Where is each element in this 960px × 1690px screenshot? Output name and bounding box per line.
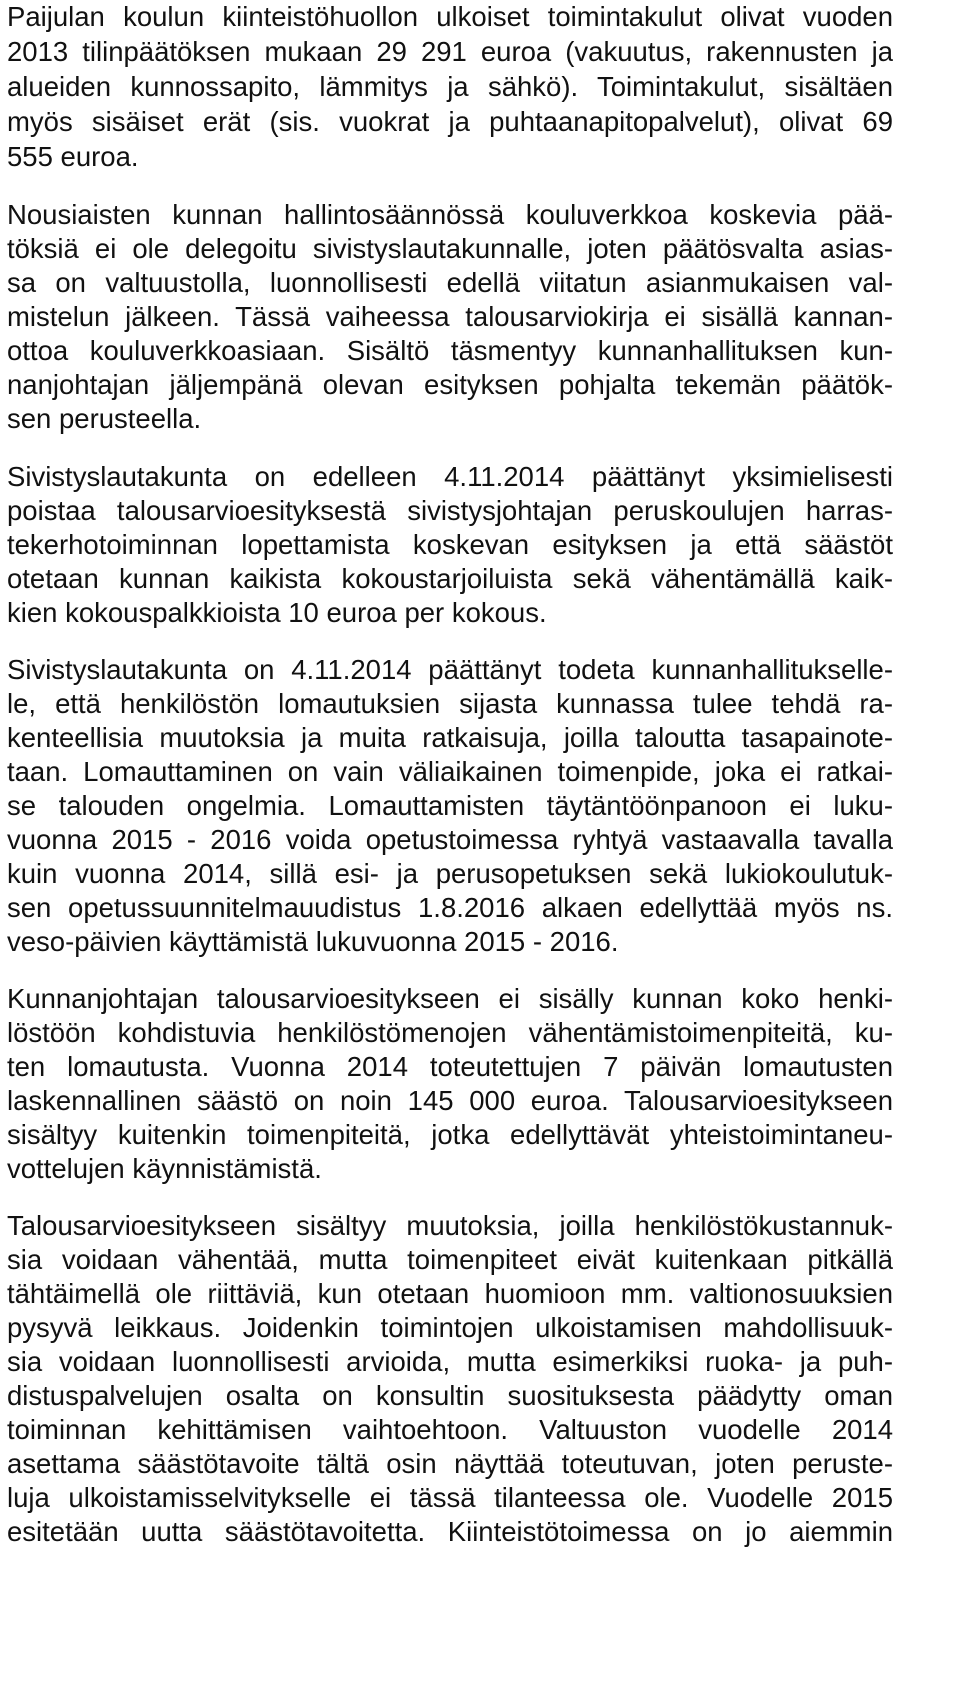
text-line: alueiden kunnossapito, lämmitys ja sähkö). Toimintakulut, sisältäen — [7, 71, 893, 102]
text-line: sia voidaan luonnollisesti arvioida, mutta esimerkiksi ruoka- ja puh- — [7, 1346, 893, 1377]
text-line: kenteellisia muutoksia ja muita ratkaisuja, joilla taloutta tasapainote- — [7, 722, 893, 753]
text-line: sen perusteella. — [7, 403, 202, 434]
text-line: kuin vuonna 2014, sillä esi- ja perusopetuksen sekä lukiokoulutuk- — [7, 858, 893, 889]
text-line: taan. Lomauttaminen on vain väliaikainen toimenpide, joka ei ratkai- — [7, 756, 893, 787]
text-line: ten lomautusta. Vuonna 2014 toteutettujen 7 päivän lomautusten — [7, 1051, 893, 1082]
text-line: le, että henkilöstön lomautuksien sijasta kunnassa tulee tehdä ra- — [7, 688, 893, 719]
text-line: toiminnan kehittämisen vaihtoehtoon. Valtuuston vuodelle 2014 — [7, 1414, 893, 1445]
text-line: sa on valtuustolla, luonnollisesti edellä viitatun asianmukaisen val- — [7, 267, 893, 298]
text-line: Sivistyslautakunta on 4.11.2014 päättänyt todeta kunnanhallitukselle- — [7, 654, 893, 685]
text-line: vuonna 2015 - 2016 voida opetustoimessa ryhtyä vastaavalla tavalla — [7, 824, 893, 855]
text-line: tähtäimellä ole riittäviä, kun otetaan huomioon mm. valtionosuuksien — [7, 1278, 893, 1309]
text-line: sia voidaan vähentää, mutta toimenpiteet eivät kuitenkaan pitkällä — [7, 1244, 893, 1275]
text-line: nanjohtajan jäljempänä olevan esityksen pohjalta tekemän päätök- — [7, 369, 893, 400]
text-line: asettama säästötavoite tältä osin näyttää toteutuvan, joten peruste- — [7, 1448, 893, 1479]
text-line: sisältyy kuitenkin toimenpiteitä, jotka edellyttävät yhteistoimintaneu- — [7, 1119, 893, 1150]
text-line: 2013 tilinpäätöksen mukaan 29 291 euroa (vakuutus, rakennusten ja — [7, 36, 893, 67]
text-line: esitetään uutta säästötavoitetta. Kiinteistötoimessa on jo aiemmin — [7, 1516, 893, 1547]
text-line: distuspalvelujen osalta on konsultin suosituksesta päädytty oman — [7, 1380, 893, 1411]
text-line: otetaan kunnan kaikista kokoustarjoiluista sekä vähentämällä kaik- — [7, 563, 893, 594]
text-line: pysyvä leikkaus. Joidenkin toimintojen ulkoistamisen mahdollisuuk- — [7, 1312, 893, 1343]
text-line: tekerhotoiminnan lopettamista koskevan esityksen ja että säästöt — [7, 529, 893, 560]
text-line: töksiä ei ole delegoitu sivistyslautakunnalle, joten päätösvalta asias- — [7, 233, 893, 264]
text-line: 555 euroa. — [7, 141, 139, 172]
text-line: löstöön kohdistuvia henkilöstömenojen vähentämistoimenpiteitä, ku- — [7, 1017, 893, 1048]
text-line: veso-päivien käyttämistä lukuvuonna 2015 - 2016. — [7, 926, 619, 957]
text-line: se talouden ongelmia. Lomauttamisten täytäntöönpanoon ei luku- — [7, 790, 893, 821]
text-line: laskennallinen säästö on noin 145 000 euroa. Talousarvioesitykseen — [7, 1085, 893, 1116]
text-line: poistaa talousarvioesityksestä sivistysjohtajan peruskoulujen harras- — [7, 495, 893, 526]
text-line: mistelun jälkeen. Tässä vaiheessa talousarviokirja ei sisällä kannan- — [7, 301, 893, 332]
text-line: myös sisäiset erät (sis. vuokrat ja puhtaanapitopalvelut), olivat 69 — [7, 106, 893, 137]
text-line: luja ulkoistamisselvitykselle ei tässä tilanteessa ole. Vuodelle 2015 — [7, 1482, 893, 1513]
text-line: Talousarvioesitykseen sisältyy muutoksia, joilla henkilöstökustannuk- — [7, 1210, 893, 1241]
text-line: ottoa kouluverkkoasiaan. Sisältö täsmentyy kunnanhallituksen kun- — [7, 335, 893, 366]
text-line: vottelujen käynnistämistä. — [7, 1153, 322, 1184]
text-line: Kunnanjohtajan talousarvioesitykseen ei sisälly kunnan koko henki- — [7, 983, 893, 1014]
text-line: Nousiaisten kunnan hallintosäännössä kouluverkkoa koskevia pää- — [7, 199, 893, 230]
text-line: Paijulan koulun kiinteistöhuollon ulkoiset toimintakulut olivat vuoden — [7, 1, 893, 32]
text-line: sen opetussuunnitelmauudistus 1.8.2016 alkaen edellyttää myös ns. — [7, 892, 893, 923]
text-line: Sivistyslautakunta on edelleen 4.11.2014 päättänyt yksimielisesti — [7, 461, 893, 492]
text-line: kien kokouspalkkioista 10 euroa per kokous. — [7, 597, 547, 628]
